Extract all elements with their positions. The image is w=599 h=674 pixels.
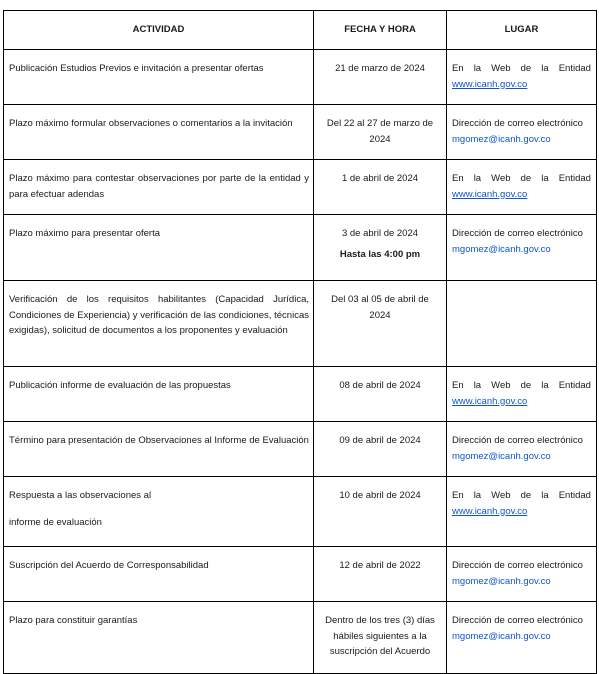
lugar-cell-empty: [447, 281, 597, 367]
lugar-cell: [447, 422, 597, 477]
table-row: [4, 215, 597, 281]
fecha-cell: 12 de abril de 2022: [314, 547, 447, 602]
table-row: [4, 422, 597, 477]
actividad-line: informe de evaluación: [9, 516, 102, 528]
web-line: En la Web de la Entidad: [452, 173, 591, 184]
table-row: [4, 477, 597, 547]
lugar-cell: [447, 547, 597, 602]
actividad-cell: Plazo máximo para contestar observaciones por parte de la entidad y para efectuar adendas: [4, 160, 314, 215]
web-link[interactable]: www.icanh.gov.co: [452, 78, 528, 90]
actividad-cell: Publicación Estudios Previos e invitación a presentar ofertas: [4, 50, 314, 105]
header-actividad: ACTIVIDAD: [4, 11, 314, 50]
web-line: En la Web de la Entidad: [452, 380, 591, 391]
actividad-cell: Suscripción del Acuerdo de Corresponsabilidad: [4, 547, 314, 602]
correo-label: Dirección de correo electrónico: [452, 435, 583, 446]
web-line: En la Web de la Entidad: [452, 490, 591, 501]
header-row: [4, 11, 597, 50]
lugar-cell: [447, 50, 597, 105]
table-row: [4, 50, 597, 105]
lugar-cell: [447, 160, 597, 215]
header-lugar: LUGAR: [447, 11, 597, 50]
lugar-cell: [447, 602, 597, 674]
lugar-cell: [447, 105, 597, 160]
lugar-cell: [447, 477, 597, 547]
web-link[interactable]: www.icanh.gov.co: [452, 395, 528, 407]
correo-label: Dirección de correo electrónico: [452, 118, 583, 129]
lugar-cell: [447, 215, 597, 281]
web-line: En la Web de la Entidad: [452, 63, 591, 74]
table-row: [4, 105, 597, 160]
actividad-cell: Plazo máximo para presentar oferta: [4, 215, 314, 281]
fecha-cell: 09 de abril de 2024: [314, 422, 447, 477]
fecha-cell: [314, 215, 447, 281]
correo-label: Dirección de correo electrónico: [452, 228, 583, 239]
header-fecha: FECHA Y HORA: [314, 11, 447, 50]
fecha-cell: Del 22 al 27 de marzo de 2024: [314, 105, 447, 160]
web-link[interactable]: www.icanh.gov.co: [452, 188, 528, 200]
fecha-text: 3 de abril de 2024: [341, 228, 419, 239]
lugar-cell: [447, 367, 597, 422]
email-link[interactable]: mgomez@icanh.gov.co: [452, 243, 551, 255]
table-row: [4, 281, 597, 367]
actividad-cell: Término para presentación de Observaciones al Informe de Evaluación: [4, 422, 314, 477]
fecha-cell: 1 de abril de 2024: [314, 160, 447, 215]
schedule-table: [3, 10, 597, 674]
fecha-cell: Del 03 al 05 de abril de 2024: [314, 281, 447, 367]
fecha-cell: 21 de marzo de 2024: [314, 50, 447, 105]
table-row: [4, 160, 597, 215]
fecha-cell: 08 de abril de 2024: [314, 367, 447, 422]
email-link[interactable]: mgomez@icanh.gov.co: [452, 450, 551, 462]
fecha-cell: Dentro de los tres (3) días hábiles siguientes a la suscripción del Acuerdo: [314, 602, 447, 674]
actividad-line: Respuesta a las observaciones al: [9, 490, 152, 501]
actividad-cell: Plazo máximo formular observaciones o comentarios a la invitación: [4, 105, 314, 160]
email-link[interactable]: mgomez@icanh.gov.co: [452, 575, 551, 587]
table-row: [4, 367, 597, 422]
actividad-cell: Plazo para constituir garantías: [4, 602, 314, 674]
web-link[interactable]: www.icanh.gov.co: [452, 505, 528, 517]
actividad-cell: [4, 477, 314, 547]
email-link[interactable]: mgomez@icanh.gov.co: [452, 630, 551, 642]
actividad-cell: Verificación de los requisitos habilitantes (Capacidad Jurídica, Condiciones de Experiencia) y verificación de las condiciones, técnicas exigidas), solicitud de documentos a los proponentes y evaluación: [4, 281, 314, 367]
correo-label: Dirección de correo electrónico: [452, 560, 583, 571]
actividad-cell: Publicación informe de evaluación de las propuestas: [4, 367, 314, 422]
fecha-cell: 10 de abril de 2024: [314, 477, 447, 547]
table-row: [4, 547, 597, 602]
table-row: [4, 602, 597, 674]
email-link[interactable]: mgomez@icanh.gov.co: [452, 133, 551, 145]
correo-label: Dirección de correo electrónico: [452, 615, 583, 626]
fecha-hora: Hasta las 4:00 pm: [339, 248, 421, 260]
